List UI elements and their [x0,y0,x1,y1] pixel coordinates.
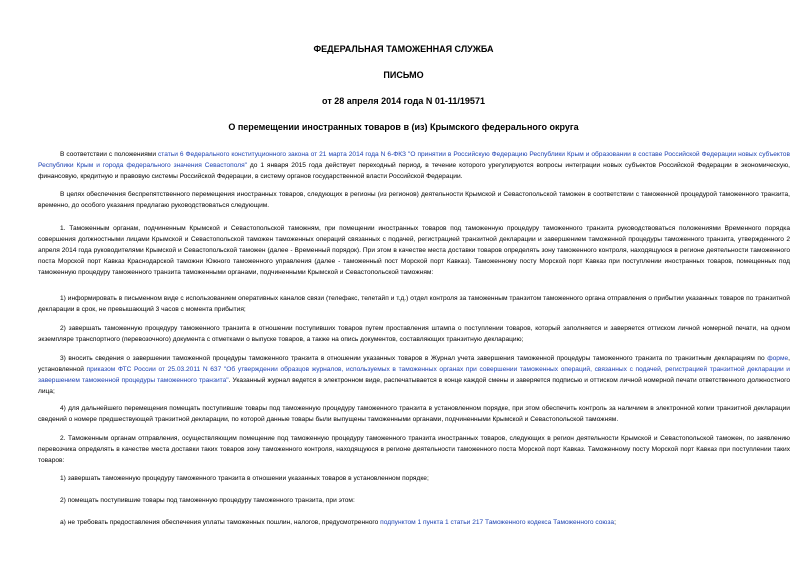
document-date-number: от 28 апреля 2014 года N 01-11/19571 [322,96,485,106]
paragraph-item-2-2-a [38,518,790,529]
paragraph-item-2-2: 2) помещать поступившие товары под таможенную процедуру таможенного транзита, при этом: [60,497,355,504]
paragraph-item-1-3 [38,354,790,398]
customs-code-link[interactable]: подпунктом 1 пункта 1 статьи 217 Таможенного кодекса Таможенного союза [380,519,615,526]
paragraph-item-1-2: 2) завершать таможенную процедуру таможенного транзита в отношении поступивших товаров путем проставления штампа о поступлении товаров, который заполняется и заверяется оттиском личной номерной печати, на одном экземпляре транспортного (перевозочного) документа с отметками о выпуске товаров, а также на опись документов, составляющих транзитную декларацию; [38,325,790,343]
document-type: ПИСЬМО [383,70,424,80]
paragraph-item-2: 2. Таможенным органам отправления, осуществляющим помещение под таможенную процедуру таможенного транзита иностранных товаров, следующих в регион деятельности Крымской и Севастопольской таможен, по заявлению перевозчика определять в качестве места доставки таких товаров зону таможенного контроля, находящуюся в регионе деятельности таможенного поста Морской порт Кавказ. Таможенному посту Морской порт Кавказ при поступлении таких товаров: [38,435,790,464]
paragraph-item-1-4: 4) для дальнейшего перемещения помещать поступившие товары под таможенную процедуру таможенного транзита в установленном порядке, при этом обеспечить контроль за наличием в электронной копии транзитной декларации сведений о номере предшествующей транзитной декларации, по которой данные товары были выпущены таможенными органами, подчиненными Крымской и Севастопольской таможням. [38,405,790,423]
paragraph-text: , установленной [38,355,790,373]
form-link[interactable]: форме [767,355,789,362]
paragraph-item-2-1: 1) завершать таможенную процедуру таможенного транзита в отношении указанных товаров в установленном порядке; [60,475,429,482]
paragraph-text: а) не требовать предоставления обеспечения уплаты таможенных пошлин, налогов, предусмотренного [60,519,381,526]
order-link[interactable]: приказом ФТС России от 25.03.2011 N 637 "Об утверждении образцов журналов, используемых в таможенных органах при совершении таможенных операций, связанных с подачей, регистрацией транзитной декларации и завершением таможенной процедуры таможенного транзита" [38,365,790,384]
paragraph-intro [38,150,790,183]
paragraph-text: . Указанный журнал ведется в электронном виде, распечатывается в конце каждой смены и заверяется подписью и оттиском личной номерной печати ответственного должностного лица; [38,376,791,395]
paragraph-item-1: 1. Таможенным органам, подчиненным Крымской и Севастопольской таможням, при помещении иностранных товаров под таможенную процедуру таможенного транзита руководствоваться положениями Временного порядка совершения должностными лицами Крымской и Севастопольской таможен таможенных операций связанных с подачей, регистрацией транзитной декларации и завершением таможенной процедуры таможенного транзита, утвержденного 2 апреля 2014 года руководителями Крымской и Севастопольской таможен (далее - Временный порядок). При этом в качестве места доставки товаров определять зону таможенного контроля, находящуюся в регионе деятельности таможенного поста Морской порт Кавказ Краснодарской таможни Южного таможенного управления (далее - таможенный пост Морской порт Кавказ). Таможенному посту Морской порт Кавказ при поступлении иностранных товаров, помещенных под таможенную процедуру таможенного транзита таможенными органами, подчиненными Крымской и Севастопольской таможням: [38,225,790,276]
paragraph-item-1-1: 1) информировать в письменном виде с использованием оперативных каналов связи (телефакс, телетайп и т.д.) отдел контроля за таможенным транзитом таможенного органа отправления о прибытии указанных товаров по транзитной декларации в срок, не превышающий 3 часов с момента прибытия; [38,295,790,313]
paragraph-text: до 1 января 2015 года действует переходный период, в течение которого урегулируются вопросы интеграции новых субъектов Российской Федерации в экономическую, финансовую, кредитную и правовую системы Российской Федерации, в систему органов государственной власти Российской Федерации. [38,161,790,180]
paragraph-text: В соответствии с положениями [60,151,158,158]
document-title: О перемещении иностранных товаров в (из) Крымского федерального округа [228,122,579,132]
agency-name: ФЕДЕРАЛЬНАЯ ТАМОЖЕННАЯ СЛУЖБА [313,44,494,54]
law-link[interactable]: статьи 6 Федерального конституционного закона от 21 марта 2014 года N 6-ФКЗ "О принятии в Российскую Федерацию Республики Крым и образовании в составе Российской Федерации новых субъектов Республики Крым и города федерального значения Севастополя" [38,151,790,169]
paragraph-text: 3) вносить сведения о завершении таможенной процедуры таможенного транзита в отношении указанных товаров в Журнал учета завершения таможенной процедуры таможенного транзита по транзитным декларациям по [60,355,768,362]
paragraph-purpose: В целях обеспечения беспрепятственного перемещения иностранных товаров, следующих в регионы (из регионов) деятельности Крымской и Севастопольской таможен в соответствии с таможенной процедурой таможенного транзита, временно, до особого указания предлагаю руководствоваться следующим. [38,191,790,209]
paragraph-text: ; [614,519,616,526]
